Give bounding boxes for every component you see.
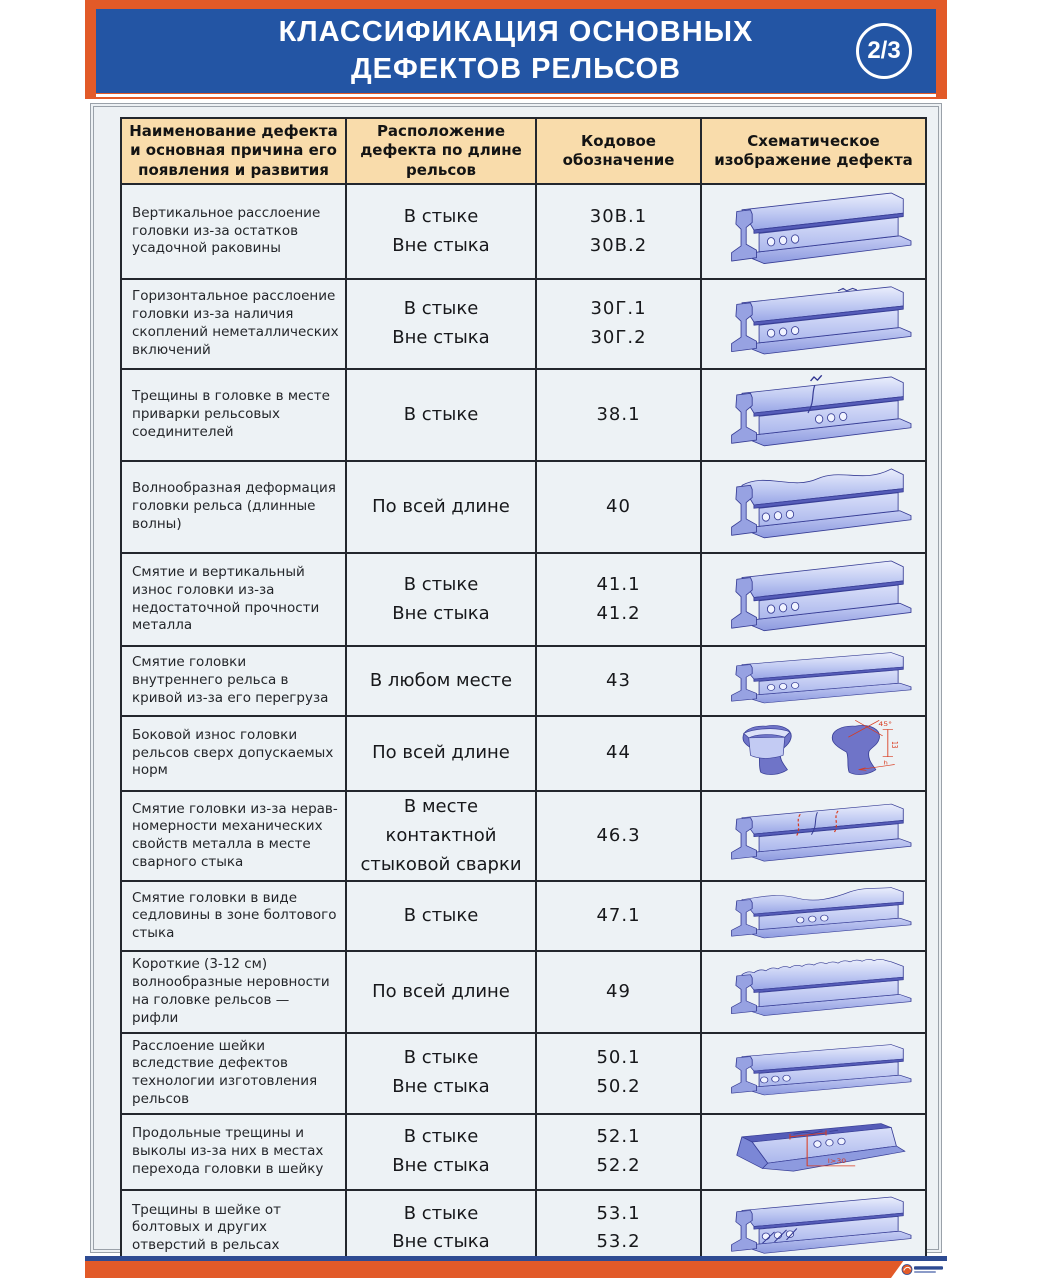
code-line: 30Г.2 <box>590 327 647 348</box>
location-line: В любом месте <box>369 669 513 691</box>
defect-code-cell <box>536 553 701 646</box>
location-line: В стыке <box>403 1126 479 1148</box>
code-line: 50.1 <box>596 1047 641 1069</box>
defect-location-cell <box>346 1033 536 1114</box>
code-line: 41.2 <box>596 602 641 624</box>
defect-name: Боковой износ головки рельсов сверх допускаемых норм <box>132 726 334 779</box>
defect-name-cell <box>121 461 346 553</box>
page-number-badge: 2/3 <box>856 23 912 79</box>
code-line: 30Г.1 <box>590 298 647 320</box>
rail-defect-illustration <box>711 719 917 784</box>
defects-table <box>120 117 927 1268</box>
defect-name-cell <box>121 646 346 716</box>
code-line: 53.1 <box>596 1202 641 1224</box>
rail-defect-illustration <box>711 556 917 639</box>
location-line: Вне стыка <box>392 234 490 256</box>
code-line: 46.3 <box>596 824 641 846</box>
defect-code-cell <box>536 951 701 1032</box>
location-line: В стыке <box>403 573 479 595</box>
rail-defect-illustration <box>711 1193 917 1260</box>
brand-logo-icon <box>901 1263 945 1276</box>
defect-name: Короткие (3-12 см) волнообразные неровности на головке рельсов — рифли <box>132 956 330 1026</box>
table-row <box>121 279 926 369</box>
code-line: 53.2 <box>596 1231 641 1253</box>
defect-name-cell <box>121 184 346 279</box>
rail-defect-illustration <box>711 464 917 546</box>
table-row <box>121 951 926 1032</box>
location-line: По всей длине <box>372 980 510 1002</box>
defect-code-cell <box>536 461 701 553</box>
table-row <box>121 184 926 279</box>
defects-table-header <box>121 118 926 184</box>
code-line: 38.1 <box>596 403 641 425</box>
defect-location-cell <box>346 553 536 646</box>
defect-code-cell <box>536 1033 701 1114</box>
table-row <box>121 369 926 461</box>
defect-code-cell <box>536 646 701 716</box>
defect-schematic-cell <box>701 369 926 461</box>
location-line: Вне стыка <box>392 1231 490 1253</box>
content-panel <box>90 103 942 1253</box>
rail-defect-illustration <box>711 1117 917 1183</box>
defect-schematic-cell <box>701 646 926 716</box>
table-row <box>121 1114 926 1190</box>
column-header-location: Расположение дефекта по длине рельсов <box>346 118 536 184</box>
defect-location-cell <box>346 881 536 951</box>
table-row <box>121 881 926 951</box>
location-line: Вне стыка <box>392 1154 490 1176</box>
page-title-line2: ДЕФЕКТОВ РЕЛЬСОВ <box>351 53 681 85</box>
defect-name: Волнообразная деформация головки рельса (длинные волны) <box>132 480 336 532</box>
code-line: 41.1 <box>596 573 641 595</box>
defect-schematic-cell <box>701 461 926 553</box>
defect-name: Смятие головки в виде седловины в зоне болтового стыка <box>132 889 337 942</box>
defect-name: Продольные трещины и выколы из-за них в местах перехода головки в шейку <box>132 1125 324 1177</box>
svg-text:13: 13 <box>889 741 899 749</box>
defect-code-cell <box>536 279 701 369</box>
table-row <box>121 1033 926 1114</box>
code-line: 52.2 <box>596 1154 641 1176</box>
rail-defect-illustration <box>711 1041 917 1101</box>
location-line: В стыке <box>403 1202 479 1224</box>
svg-text:h: h <box>883 760 888 767</box>
rail-defect-illustration <box>711 188 917 272</box>
defect-name-cell <box>121 553 346 646</box>
defect-name-cell <box>121 1033 346 1114</box>
defect-name: Смятие и вертикальный износ головки из-за недостаточной прочности металла <box>132 563 320 634</box>
table-row <box>121 791 926 881</box>
defect-name-cell <box>121 279 346 369</box>
column-header-name: Наименование дефекта и основная причина его появления и развития <box>121 118 346 184</box>
table-row <box>121 553 926 646</box>
location-line: стыковой сварки <box>360 853 522 875</box>
defect-name-cell <box>121 951 346 1032</box>
header-row <box>121 118 926 184</box>
code-line: 43 <box>606 669 631 691</box>
defect-code-cell <box>536 1114 701 1190</box>
location-line: В стыке <box>403 298 479 320</box>
defect-name: Трещины в шейке от болтовых и других отверстий в рельсах <box>132 1201 281 1254</box>
location-line: Вне стыка <box>392 602 490 624</box>
rail-defect-illustration <box>711 372 917 454</box>
defect-location-cell <box>346 461 536 553</box>
defect-name: Расслоение шейки вследствие дефектов технологии изготовления рельсов <box>132 1037 318 1108</box>
defect-schematic-cell <box>701 279 926 369</box>
defect-code-cell <box>536 881 701 951</box>
header-divider <box>96 94 936 97</box>
defect-schematic-cell <box>701 716 926 791</box>
defect-location-cell <box>346 184 536 279</box>
location-line: В стыке <box>403 205 479 227</box>
defect-code-cell <box>536 184 701 279</box>
code-line: 49 <box>606 980 631 1002</box>
defect-code-cell <box>536 716 701 791</box>
table-row <box>121 461 926 553</box>
location-line: В месте контактной <box>385 796 497 846</box>
svg-text:45°: 45° <box>877 721 892 728</box>
page-title-line1: КЛАССИФИКАЦИЯ ОСНОВНЫХ <box>278 16 754 48</box>
defects-table-body <box>121 184 926 1267</box>
defect-name-cell <box>121 791 346 881</box>
code-line: 40 <box>606 495 631 517</box>
code-line: 30В.2 <box>589 234 648 256</box>
header-band <box>85 0 947 99</box>
defect-schematic-cell <box>701 881 926 951</box>
defect-location-cell <box>346 791 536 881</box>
defect-name-cell <box>121 716 346 791</box>
code-line: 30В.1 <box>589 205 648 227</box>
code-line: 52.1 <box>596 1126 641 1148</box>
defect-name: Смятие головки из-за нерав-номерности механических свойств металла в месте сварного стыка <box>132 800 338 870</box>
defect-schematic-cell <box>701 1033 926 1114</box>
rail-defect-illustration <box>711 800 917 868</box>
location-line: Вне стыка <box>392 1076 490 1098</box>
defect-location-cell <box>346 716 536 791</box>
location-line: В стыке <box>403 904 479 926</box>
table-row <box>121 646 926 716</box>
defect-location-cell <box>346 951 536 1032</box>
defect-name-cell <box>121 881 346 951</box>
table-row <box>121 716 926 791</box>
content-panel-inner-frame <box>93 106 939 1254</box>
defect-schematic-cell <box>701 951 926 1032</box>
poster <box>85 0 947 1280</box>
defect-name: Горизонтальное расслоение головки из-за наличия скоплений неметаллических включений <box>132 288 339 358</box>
defect-schematic-cell <box>701 791 926 881</box>
defect-location-cell <box>346 646 536 716</box>
defect-location-cell <box>346 1114 536 1190</box>
footer-orange-bar <box>85 1261 947 1278</box>
defect-name: Вертикальное расслоение головки из-за остатков усадочной раковины <box>132 204 321 257</box>
code-line: 47.1 <box>596 904 641 926</box>
location-line: По всей длине <box>372 742 510 764</box>
rail-defect-illustration <box>711 884 917 944</box>
location-line: По всей длине <box>372 495 510 517</box>
defect-location-cell <box>346 369 536 461</box>
code-line: 44 <box>606 742 631 764</box>
rail-defect-illustration <box>711 958 917 1022</box>
defect-schematic-cell <box>701 553 926 646</box>
defect-location-cell <box>346 279 536 369</box>
footer-logo-area <box>891 1261 947 1278</box>
defect-code-cell <box>536 369 701 461</box>
location-line: Вне стыка <box>392 327 490 348</box>
location-line: В стыке <box>403 1047 479 1069</box>
code-line: 50.2 <box>596 1076 641 1098</box>
rail-defect-illustration <box>711 282 917 362</box>
rail-defect-illustration <box>711 649 917 709</box>
defect-name-cell <box>121 369 346 461</box>
title-box <box>96 9 936 93</box>
defect-name: Смятие головки внутреннего рельса в кривой из-за его перегруза <box>132 654 329 706</box>
column-header-schematic: Схематическое изображение дефекта <box>701 118 926 184</box>
location-line: В стыке <box>403 403 479 425</box>
defect-name: Трещины в головке в месте приварки рельсовых соединителей <box>132 388 330 440</box>
svg-text:l>30: l>30 <box>827 1157 846 1165</box>
defect-code-cell <box>536 791 701 881</box>
defect-schematic-cell <box>701 1114 926 1190</box>
column-header-code: Кодовое обозначение <box>536 118 701 184</box>
defect-schematic-cell <box>701 184 926 279</box>
defect-name-cell <box>121 1114 346 1190</box>
